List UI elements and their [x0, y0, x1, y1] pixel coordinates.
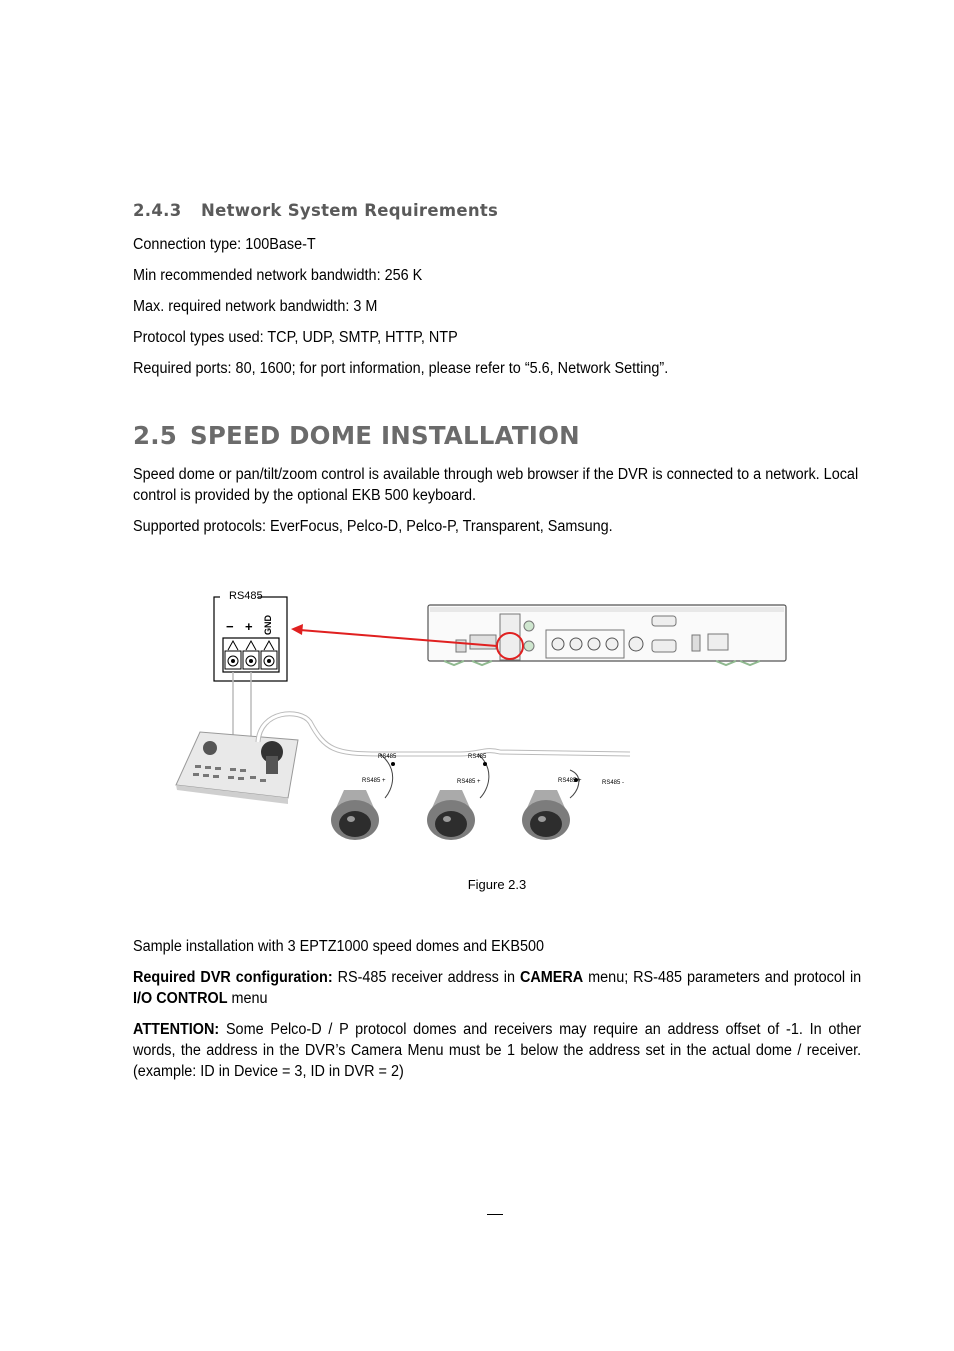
- speed-dome-1: [331, 790, 379, 840]
- speed-dome-3: [522, 790, 570, 840]
- bus-label-3: RS485 +: [362, 778, 386, 784]
- dvr-rear-panel: [428, 605, 786, 665]
- supported-protocols-line: Supported protocols: EverFocus, Pelco-D, Pelco-P, Transparent, Samsung.: [133, 518, 613, 535]
- bus-label-6: RS485 -: [602, 780, 625, 786]
- pointer-arrow-head: [291, 624, 303, 635]
- dome2-drop: [478, 754, 489, 798]
- intro-paragraph: Speed dome or pan/tilt/zoom control is available through web browser if the DVR is connected to a network. Local control is provided by the optional EKB 500 keyboard.: [133, 466, 859, 504]
- page-footer-rule: [487, 1214, 503, 1215]
- min-bandwidth-line: Min recommended network bandwidth: 256 K: [133, 267, 423, 284]
- max-bandwidth-line: Max. required network bandwidth: 3 M: [133, 298, 378, 315]
- section-number: 2.4.3: [133, 201, 182, 220]
- connection-type-line: Connection type: 100Base-T: [133, 236, 316, 253]
- pin-minus-label: −: [226, 619, 234, 634]
- required-config-label: Required DVR configuration:: [133, 969, 333, 986]
- sample-installation-line: Sample installation with 3 EPTZ1000 speed domes and EKB500: [133, 938, 545, 955]
- figure-caption: Figure 2.3: [467, 877, 527, 892]
- rs485-bus-cable: [258, 714, 630, 754]
- section-title: SPEED DOME INSTALLATION: [190, 421, 580, 450]
- required-config-paragraph: Required DVR configuration: RS-485 receiver address in CAMERA menu; RS-485 parameters and protocol in I/O CONTROL menu: [133, 969, 862, 1007]
- pin-gnd-label: GND: [263, 615, 273, 635]
- attention-label: ATTENTION:: [133, 1021, 220, 1038]
- speed-dome-2: [427, 790, 475, 840]
- bus-label-4: RS485 +: [457, 779, 481, 785]
- io-control-menu-name: I/O CONTROL: [133, 990, 228, 1007]
- camera-menu-name: CAMERA: [519, 969, 584, 986]
- bus-label-2: RS485: [468, 754, 487, 760]
- section-heading-2-5: [133, 421, 580, 450]
- bus-label-1: RS485: [378, 754, 397, 760]
- attention-text: Some Pelco-D / P protocol domes and receivers may require an address offset of -1. In other words, the address in the DVR’s Camera Menu must be 1 below the address set in the actual dome / receiver. (example: ID in Device = 3, ID in DVR = 2): [133, 1021, 862, 1080]
- bus-label-5: RS485 +: [558, 778, 582, 784]
- ekb500-keyboard: [176, 732, 298, 804]
- section-heading-2-4-3: [133, 201, 498, 220]
- required-ports-line: Required ports: 80, 1600; for port information, please refer to “5.6, Network Setting”.: [133, 360, 669, 377]
- keyboard-wires: [233, 672, 251, 742]
- installation-diagram: [160, 580, 800, 852]
- attention-paragraph: [133, 1019, 861, 1082]
- section-number: 2.5: [133, 421, 178, 450]
- protocol-types-line: Protocol types used: TCP, UDP, SMTP, HTTP, NTP: [133, 329, 458, 346]
- dome3-drop: [570, 770, 579, 798]
- rs485-connector-label: RS485: [229, 590, 263, 602]
- pin-plus-label: +: [245, 619, 253, 634]
- section-title: Network System Requirements: [201, 201, 499, 220]
- dome1-drop: [380, 754, 393, 798]
